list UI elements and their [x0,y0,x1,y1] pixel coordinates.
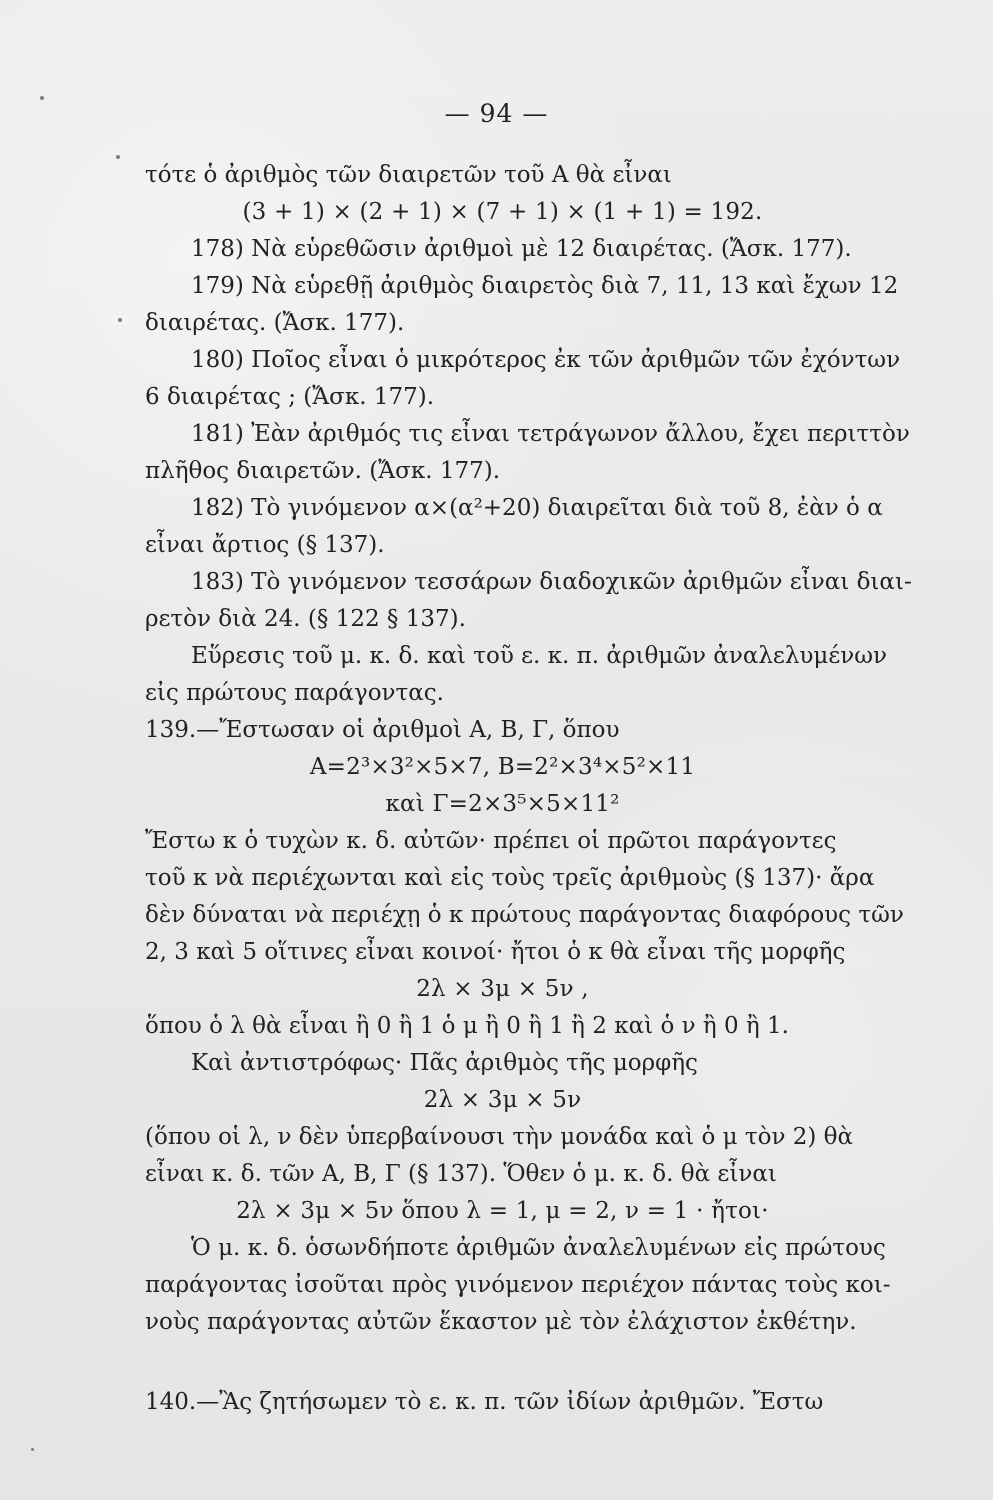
paper-speck-4 [31,1448,34,1451]
line-24: ὅπου ὁ λ θὰ εἶναι ἢ 0 ἢ 1 ὁ μ ἢ 0 ἢ 1 ἢ 2 καὶ ὁ ν ἢ 0 ἢ 1. [145,1013,789,1040]
line-13: ρετὸν διὰ 24. (§ 122 § 137). [145,606,466,633]
line-28: εἶναι κ. δ. τῶν Α, Β, Γ (§ 137). Ὅθεν ὁ μ. κ. δ. θὰ εἶναι [145,1161,777,1188]
section-gap [145,1341,860,1384]
line-3: 178) Νὰ εὑρεθῶσιν ἀριθμοὶ μὲ 12 διαιρέτας. (Ἄσκ. 177). [191,236,852,263]
line-17: Α=2³×3²×5×7, Β=2²×3⁴×5²×11 [309,754,696,781]
line-15: εἰς πρώτους παράγοντας. [145,680,444,707]
line-26: 2λ × 3μ × 5ν [423,1087,582,1114]
line-25: Καὶ ἀντιστρόφως· Πᾶς ἀριθμὸς τῆς μορφῆς [191,1050,698,1077]
line-4: 179) Νὰ εὑρεθῇ ἀριθμὸς διαιρετὸς διὰ 7, 11, 13 καὶ ἔχων 12 [191,273,899,300]
line-32: νοὺς παράγοντας αὐτῶν ἕκαστον μὲ τὸν ἐλάχιστον ἐκθέτην. [145,1309,857,1336]
line-8: 181) Ἐὰν ἀριθμός τις εἶναι τετράγωνον ἄλλου, ἔχει περιττὸν [191,421,910,448]
line-2: (3 + 1) × (2 + 1) × (7 + 1) × (1 + 1) = 192. [242,199,763,226]
line-30: Ὁ μ. κ. δ. ὁσωνδήποτε ἀριθμῶν ἀναλελυμένων εἰς πρώτους [191,1235,886,1262]
paper-speck-3 [118,318,122,322]
line-19: Ἔστω κ ὁ τυχὼν κ. δ. αὐτῶν· πρέπει οἱ πρῶτοι παράγοντες [145,828,837,855]
line-20: τοῦ κ νὰ περιέχωνται καὶ εἰς τοὺς τρεῖς ἀριθμοὺς (§ 137)· ἄρα [145,865,875,892]
paper-speck-2 [116,155,120,159]
line-5: διαιρέτας. (Ἄσκ. 177). [145,310,405,337]
line-23: 2λ × 3μ × 5ν , [416,976,589,1003]
line-11: εἶναι ἄρτιος (§ 137). [145,532,385,559]
line-9: πλῆθος διαιρετῶν. (Ἄσκ. 177). [145,458,501,485]
line-14: Εὕρεσις τοῦ μ. κ. δ. καὶ τοῦ ε. κ. π. ἀριθμῶν ἀναλελυμένων [191,643,887,670]
line-1: τότε ὁ ἀριθμὸς τῶν διαιρετῶν τοῦ Α θὰ εἶναι [145,162,672,189]
line-7: 6 διαιρέτας ; (Ἄσκ. 177). [145,384,435,411]
line-33: 140.—Ἂς ζητήσωμεν τὸ ε. κ. π. τῶν ἰδίων ἀριθμῶν. Ἔστω [145,1389,824,1416]
line-31: παράγοντας ἰσοῦται πρὸς γινόμενον περιέχον πάντας τοὺς κοι- [145,1272,891,1299]
line-12: 183) Τὸ γινόμενον τεσσάρων διαδοχικῶν ἀριθμῶν εἶναι διαι- [191,569,912,596]
line-6: 180) Ποῖος εἶναι ὁ μικρότερος ἐκ τῶν ἀριθμῶν τῶν ἐχόντων [191,347,901,374]
line-10: 182) Τὸ γινόμενον α×(α²+20) διαιρεῖται διὰ τοῦ 8, ἐὰν ὁ α [191,495,883,522]
line-16: 139.—Ἔστωσαν οἱ ἀριθμοὶ Α, Β, Γ, ὅπου [145,717,620,744]
page-number: — 94 — [444,99,549,128]
line-29: 2λ × 3μ × 5ν ὅπου λ = 1, μ = 2, ν = 1 · ἤτοι· [236,1198,769,1225]
line-21: δὲν δύναται νὰ περιέχῃ ὁ κ πρώτους παράγοντας διαφόρους τῶν [145,902,904,929]
paper-speck-1 [40,96,44,100]
line-27: (ὅπου οἱ λ, ν δὲν ὑπερβαίνουσι τὴν μονάδα καὶ ὁ μ τὸν 2) θὰ [145,1124,854,1151]
document-content [145,157,912,1421]
line-22: 2, 3 καὶ 5 οἵτινες εἶναι κοινοί· ἤτοι ὁ κ θὰ εἶναι τῆς μορφῆς [145,939,846,966]
line-18: καὶ Γ=2×3⁵×5×11² [385,791,620,818]
